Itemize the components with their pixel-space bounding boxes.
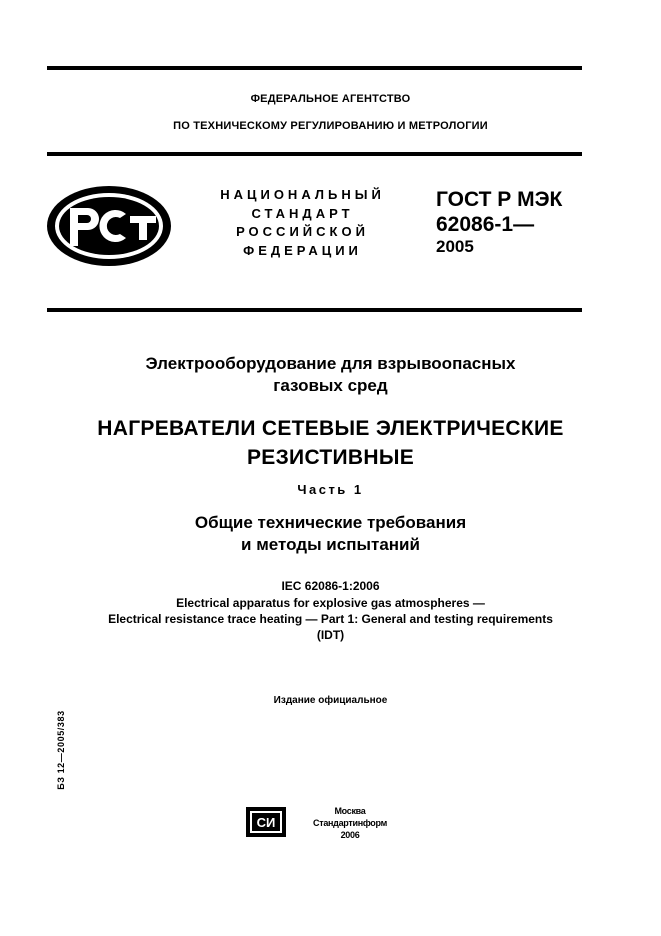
agency-line-2: ПО ТЕХНИЧЕСКОМУ РЕГУЛИРОВАНИЮ И МЕТРОЛОГИИ [173, 120, 488, 132]
iec-title-line-2: Electrical resistance trace heating — Part 1: General and testing requirements [108, 612, 553, 626]
iec-title-line-1: Electrical apparatus for explosive gas atmospheres — [176, 596, 485, 610]
side-note: БЗ 12—2005/383 [56, 710, 66, 790]
designation-year: 2005 [436, 237, 474, 256]
agency-line-1: ФЕДЕРАЛЬНОЕ АГЕНТСТВО [250, 93, 411, 105]
national-standard-block [205, 186, 400, 260]
publisher-year: 2006 [340, 830, 360, 840]
main-title-line-1: НАГРЕВАТЕЛИ СЕТЕВЫЕ ЭЛЕКТРИЧЕСКИЕ [97, 417, 564, 440]
national-line-1: НАЦИОНАЛЬНЫЙ [220, 187, 385, 202]
national-line-4: ФЕДЕРАЦИИ [243, 242, 362, 258]
designation-line-2: 62086-1— [436, 213, 535, 236]
publisher-name: Стандартинформ [313, 818, 387, 828]
publisher-logo-text: СИ [256, 815, 276, 830]
publisher-block [305, 805, 395, 841]
section-rule [47, 308, 582, 312]
header-rule [47, 152, 582, 156]
rst-emblem-icon [44, 184, 174, 268]
part-label: Часть 1 [297, 482, 364, 497]
publisher-city: Москва [334, 806, 366, 816]
designation-line-1: ГОСТ Р МЭК [436, 188, 563, 211]
edition-label: Издание официальное [273, 695, 388, 706]
subtitle-line-2: и методы испытаний [241, 535, 420, 554]
standard-designation [436, 187, 562, 257]
topic-line-2: газовых сред [273, 376, 388, 395]
top-rule [47, 66, 582, 70]
subtitle-line-1: Общие технические требования [194, 513, 467, 532]
main-title-line-2: РЕЗИСТИВНЫЕ [246, 446, 415, 469]
national-line-2: СТАНДАРТ [251, 205, 354, 221]
iec-equivalence: (IDT) [316, 628, 345, 642]
topic-line-1: Электрооборудование для взрывоопасных [145, 354, 516, 373]
publisher-logo-icon [245, 806, 287, 838]
iec-reference: IEC 62086-1:2006 [281, 579, 380, 593]
national-line-3: РОССИЙСКОЙ [236, 224, 369, 239]
